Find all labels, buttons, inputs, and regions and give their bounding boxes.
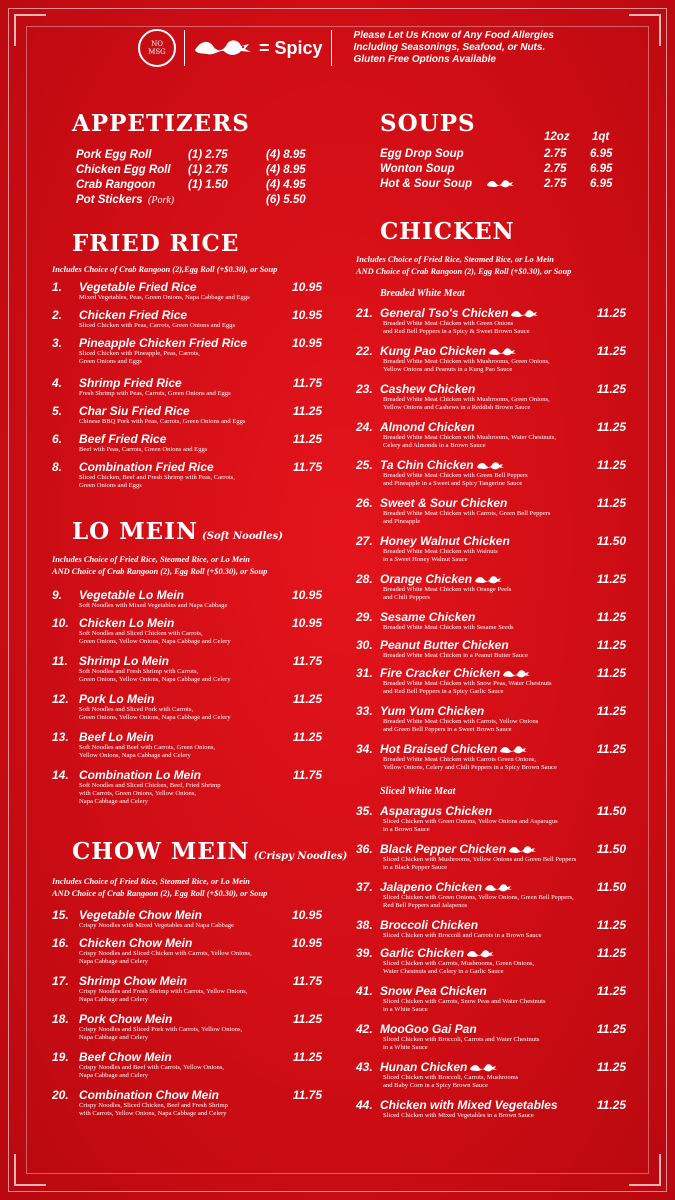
menu-item (52, 432, 327, 454)
item-description: Yellow Onions, Celery and Chili Peppers in a Spicy Brown Sauce (383, 764, 557, 771)
item-description: in a Black Pepper Sauce (383, 864, 448, 871)
breaded-white-meat-label: Breaded White Meat (380, 288, 465, 299)
item-description: Soft Noodles and Sliced Chicken, Beef, Fried Shrimp (79, 782, 221, 789)
item-name: 43. Hunan Chicken (356, 1060, 631, 1074)
item-number: 17. (52, 974, 69, 988)
menu-item (52, 908, 327, 930)
item-name: 8. Combination Fried Rice (52, 460, 214, 474)
item-number: 25. (356, 458, 373, 472)
item-name: 19. Beef Chow Mein (52, 1050, 172, 1064)
item-description: Sliced Chicken with Carrots, Mushrooms, Green Onions, (383, 960, 535, 967)
soup-name: Wonton Soup (380, 163, 455, 175)
dragon-spicy-icon (499, 744, 529, 756)
soup-price-12oz: 2.75 (544, 148, 567, 160)
fried-rice-title: FRIED RICE (72, 230, 240, 257)
item-number: 43. (356, 1060, 373, 1074)
item-name: 23. Cashew Chicken (356, 382, 476, 396)
corner-ornament (629, 1154, 661, 1186)
item-description: and Pineapple (383, 518, 421, 525)
item-price: 11.75 (292, 654, 322, 668)
item-price: 11.25 (596, 742, 626, 756)
item-description: Crispy Noodles, Sliced Chicken, Beef and Fresh Shrimp (79, 1102, 228, 1109)
item-description: Crispy Noodles and Beef with Carrots, Yellow Onions, (79, 1064, 225, 1071)
menu-item (52, 1012, 327, 1042)
item-name: 33. Yum Yum Chicken (356, 704, 485, 718)
item-name: 18. Pork Chow Mein (52, 1012, 173, 1026)
item-number: 33. (356, 704, 373, 718)
menu-item (356, 638, 631, 660)
item-price: 11.25 (292, 432, 322, 446)
menu-item (356, 1098, 631, 1120)
item-price: 11.50 (596, 880, 626, 894)
item-name: 15. Vegetable Chow Mein (52, 908, 202, 922)
item-description: and Chili Peppers (383, 594, 430, 601)
item-description: Napa Cabbage and Celery (79, 996, 149, 1003)
item-description: Green Onions and Eggs (79, 482, 142, 489)
item-description: with Carrots, Yellow Onions, Napa Cabbage and Celery (79, 1110, 227, 1117)
item-price: 11.75 (292, 974, 322, 988)
dragon-icon (193, 36, 255, 60)
item-price: 10.95 (291, 616, 322, 630)
item-description: Breaded White Meat Chicken with Mushrooms, Water Chestnuts, (383, 434, 557, 441)
lo-mein-includes: Includes Choice of Fried Rice, Steamed Rice, or Lo Mein AND Choice of Crab Rangoon (2), Egg Roll (+$0.30), or Soup (52, 555, 268, 576)
appetizer-note: (Pork) (148, 195, 175, 206)
item-name: 11. Shrimp Lo Mein (52, 654, 169, 668)
item-price: 11.25 (292, 404, 322, 418)
price-four: (4) 8.95 (266, 149, 306, 161)
item-description: Breaded White Meat Chicken with Walnuts (383, 548, 498, 555)
no-msg-logo: NO MSG (138, 29, 176, 67)
soup-price-1qt: 6.95 (590, 163, 613, 175)
menu-item (52, 588, 327, 610)
item-price: 11.75 (292, 376, 322, 390)
item-price: 11.25 (596, 1022, 626, 1036)
item-name: 1. Vegetable Fried Rice (52, 280, 197, 294)
appetizer-name: Chicken Egg Roll (76, 164, 171, 176)
menu-item (356, 804, 631, 834)
item-number: 37. (356, 880, 373, 894)
menu-item (52, 974, 327, 1004)
item-description: Soft Noodles and Beef with Carrots, Green Onions, (79, 744, 216, 751)
item-name: 2. Chicken Fried Rice (52, 308, 188, 322)
lo-mein-title: LO MEIN (Soft Noodles) (72, 518, 284, 545)
item-number: 39. (356, 946, 373, 960)
chicken-includes: Includes Choice of Fried Rice, Steamed Rice, or Lo Mein AND Choice of Crab Rangoon (2), Egg Roll (+$0.30), or Soup (356, 255, 572, 276)
soup-name: Egg Drop Soup (380, 148, 464, 160)
item-price: 11.50 (596, 534, 626, 548)
item-number: 35. (356, 804, 373, 818)
item-name: 37. Jalapeno Chicken (356, 880, 631, 894)
item-description: Sliced Chicken with Peas, Carrots, Green Onions and Eggs (79, 322, 236, 329)
item-number: 2. (52, 308, 63, 322)
menu-item (356, 306, 631, 336)
menu-item (356, 704, 631, 734)
item-number: 11. (52, 654, 68, 668)
menu-item (52, 404, 327, 426)
item-description: Breaded White Meat Chicken with Carrots Green Onions, (383, 756, 536, 763)
item-number: 44. (356, 1098, 373, 1112)
item-description: Beef with Peas, Carrots, Green Onions and Eggs (79, 446, 208, 453)
item-description: in a White Sauce (383, 1044, 428, 1051)
item-description: Breaded White Meat Chicken with Sesame Seeds (383, 624, 514, 631)
allergy-notice: Please Let Us Know of Any Food Allergies Including Seasonings, Seafood, or Nuts. Gluten Free Options Available (353, 30, 554, 65)
divider (331, 30, 332, 66)
item-price: 11.25 (596, 1098, 626, 1112)
item-price: 11.25 (596, 306, 626, 320)
item-description: Water Chestnuts and Celery in a Garlic Sauce (383, 968, 504, 975)
item-price: 10.95 (291, 280, 322, 294)
item-name: 41. Snow Pea Chicken (356, 984, 487, 998)
menu-item (356, 344, 631, 374)
item-name: 10. Chicken Lo Mein (52, 616, 175, 630)
appetizer-name: Pot Stickers (76, 194, 143, 206)
item-description: Mixed Vegetables, Peas, Green Onions, Napa Cabbage and Eggs (79, 294, 250, 301)
price-single: (1) 2.75 (188, 149, 228, 161)
item-description: Green Onions, Yellow Onions, Napa Cabbage and Celery (79, 676, 231, 683)
item-number: 36. (356, 842, 373, 856)
item-number: 38. (356, 918, 373, 932)
item-number: 42. (356, 1022, 373, 1036)
item-number: 10. (52, 616, 69, 630)
item-name: 30. Peanut Butter Chicken (356, 638, 509, 652)
item-name: 4. Shrimp Fried Rice (52, 376, 182, 390)
dragon-spicy-icon (474, 574, 504, 586)
header (138, 28, 554, 68)
menu-item (356, 496, 631, 526)
menu-item (52, 308, 327, 330)
appetizers-title: APPETIZERS (72, 110, 250, 137)
dragon-spicy-icon (502, 668, 532, 680)
menu-item (356, 382, 631, 412)
item-description: Breaded White Meat Chicken in a Peanut Butter Sauce (383, 652, 528, 659)
menu-item (356, 534, 631, 564)
item-number: 4. (52, 376, 63, 390)
item-description: Breaded White Meat Chicken with Green Bell Peppers (383, 472, 528, 479)
item-price: 11.75 (292, 1088, 322, 1102)
dragon-spicy-icon (510, 308, 540, 320)
menu-item (52, 730, 327, 760)
item-description: Soft Noodles and Fresh Shrimp with Carrots, (79, 668, 199, 675)
item-description: Green Onions, Yellow Onions, Napa Cabbage and Celery (79, 714, 231, 721)
dragon-spicy-icon (486, 178, 516, 190)
chow-mein-includes: Includes Choice of Fried Rice, Steamed Rice, or Lo Mein AND Choice of Crab Rangoon (2), Egg Roll (+$0.30), or Soup (52, 877, 268, 898)
soups-title: SOUPS (380, 110, 476, 137)
item-description: Chinese BBQ Pork with Peas, Carrots, Green Onions and Eggs (79, 418, 246, 425)
soup-price-1qt: 6.95 (590, 178, 613, 190)
item-description: Breaded White Meat Chicken with Green Onions (383, 320, 514, 327)
item-price: 11.75 (292, 768, 322, 782)
item-name: 38. Broccoli Chicken (356, 918, 479, 932)
menu-item (52, 336, 327, 366)
item-number: 26. (356, 496, 373, 510)
dragon-spicy-icon (466, 948, 496, 960)
menu-item (356, 1060, 631, 1090)
appetizer-name: Crab Rangoon (76, 179, 156, 191)
menu-item (52, 936, 327, 966)
item-description: Yellow Onions and Peanuts in a Kung Pao Sauce (383, 366, 513, 373)
item-description: Sliced Chicken with Carrots, Snow Peas and Water Chestnuts (383, 998, 546, 1005)
item-name: 21. General Tso's Chicken (356, 306, 631, 320)
item-price: 11.25 (596, 918, 626, 932)
item-number: 15. (52, 908, 69, 922)
item-description: Breaded White Meat Chicken with Mushrooms, Green Onions, (383, 396, 550, 403)
item-price: 11.25 (596, 610, 626, 624)
item-description: and Red Bell Peppers in a Spicy & Sweet Brown Sauce (383, 328, 530, 335)
menu-item (52, 654, 327, 684)
menu-item (356, 572, 631, 602)
soup-price-12oz: 2.75 (544, 163, 567, 175)
item-number: 3. (52, 336, 63, 350)
item-number: 6. (52, 432, 63, 446)
menu-item (356, 880, 631, 910)
menu-item (52, 768, 327, 806)
menu-item (52, 280, 327, 302)
corner-ornament (14, 1154, 46, 1186)
item-number: 1. (52, 280, 63, 294)
item-name: 22. Kung Pao Chicken (356, 344, 631, 358)
item-description: Napa Cabbage and Celery (79, 798, 149, 805)
item-number: 19. (52, 1050, 69, 1064)
item-description: with Carrots, Green Onions, Yellow Onions, (79, 790, 197, 797)
item-number: 24. (356, 420, 373, 434)
menu-item (356, 1022, 631, 1052)
item-description: Crispy Noodles and Sliced Chicken with Carrots, Yellow Onions, (79, 950, 252, 957)
item-description: in a Brown Sauce (383, 826, 430, 833)
item-price: 11.25 (596, 704, 626, 718)
item-description: Sliced Chicken with Broccoli, Carrots, Mushrooms (383, 1074, 519, 1081)
item-price: 11.25 (292, 692, 322, 706)
item-number: 13. (52, 730, 69, 744)
item-name: 12. Pork Lo Mein (52, 692, 155, 706)
item-price: 10.95 (291, 308, 322, 322)
dragon-spicy-icon (488, 346, 518, 358)
item-description: Soft Noodles and Sliced Chicken with Carrots, (79, 630, 203, 637)
item-name: 27. Honey Walnut Chicken (356, 534, 510, 548)
price-four: (4) 4.95 (266, 179, 306, 191)
item-price: 11.25 (292, 730, 322, 744)
menu-item (356, 420, 631, 450)
dragon-spicy-icon (484, 882, 514, 894)
item-price: 11.50 (596, 804, 626, 818)
item-number: 20. (52, 1088, 69, 1102)
item-description: Napa Cabbage and Celery (79, 1072, 149, 1079)
item-number: 16. (52, 936, 69, 950)
item-price: 11.50 (596, 842, 626, 856)
item-number: 23. (356, 382, 373, 396)
dragon-spicy-icon (508, 844, 538, 856)
item-price: 11.25 (596, 382, 626, 396)
item-description: and Green Bell Peppers in a Sweet Brown Sauce (383, 726, 512, 733)
item-description: Sliced Chicken with Pineapple, Peas, Carrots, (79, 350, 200, 357)
item-price: 11.25 (596, 344, 626, 358)
item-number: 22. (356, 344, 373, 358)
menu-item (356, 742, 631, 772)
item-price: 11.25 (596, 420, 626, 434)
item-description: Yellow Onions, Napa Cabbage and Celery (79, 752, 191, 759)
item-number: 28. (356, 572, 373, 586)
item-name: 20. Combination Chow Mein (52, 1088, 219, 1102)
item-description: Fresh Shrimp with Peas, Carrots, Green Onions and Eggs (79, 390, 231, 397)
price-four: (6) 5.50 (266, 194, 306, 206)
menu-item (52, 692, 327, 722)
item-name: 26. Sweet & Sour Chicken (356, 496, 508, 510)
item-number: 27. (356, 534, 373, 548)
item-description: Breaded White Meat Chicken with Carrots, Green Bell Peppers (383, 510, 551, 517)
item-number: 29. (356, 610, 373, 624)
item-description: Crispy Noodles with Mixed Vegetables and Napa Cabbage (79, 922, 234, 929)
item-description: Soft Noodles and Sliced Pork with Carrots, (79, 706, 194, 713)
spicy-legend (193, 36, 323, 60)
item-name: 25. Ta Chin Chicken (356, 458, 631, 472)
item-name: 31. Fire Cracker Chicken (356, 666, 631, 680)
item-number: 31. (356, 666, 373, 680)
item-description: Sliced Chicken, Beef and Fresh Shrimp with Peas, Carrots, (79, 474, 235, 481)
item-description: and Baby Corn in a Spicy Brown Sauce (383, 1082, 488, 1089)
item-name: 34. Hot Braised Chicken (356, 742, 631, 756)
item-description: Sliced Chicken with Broccoli and Carrots in a Brown Sauce (383, 932, 542, 939)
soup-price-1qt: 6.95 (590, 148, 613, 160)
item-name: 14. Combination Lo Mein (52, 768, 201, 782)
menu-item (356, 842, 631, 872)
item-price: 11.25 (596, 984, 626, 998)
menu-item (356, 666, 631, 696)
spicy-label: = Spicy (259, 37, 323, 58)
item-price: 11.25 (596, 496, 626, 510)
corner-ornament (14, 14, 46, 46)
item-price: 11.25 (596, 458, 626, 472)
price-four: (4) 8.95 (266, 164, 306, 176)
item-price: 11.25 (596, 666, 626, 680)
item-description: Green Onions, Yellow Onions, Napa Cabbage and Celery (79, 638, 231, 645)
item-price: 11.25 (596, 572, 626, 586)
item-description: Napa Cabbage and Celery (79, 958, 149, 965)
soup-price-12oz: 2.75 (544, 178, 567, 190)
item-name: 3. Pineapple Chicken Fried Rice (52, 336, 248, 350)
item-price: 11.75 (292, 460, 322, 474)
item-price: 10.95 (291, 936, 322, 950)
item-price: 10.95 (291, 588, 322, 602)
item-name: 44. Chicken with Mixed Vegetables (356, 1098, 558, 1112)
item-price: 11.25 (596, 1060, 626, 1074)
item-price: 11.25 (292, 1012, 322, 1026)
item-description: Sliced Chicken with Green Onions, Yellow Onions, Green Bell Peppers, (383, 894, 574, 901)
item-description: Crispy Noodles and Sliced Pork with Carrots, Yellow Onions, (79, 1026, 243, 1033)
dragon-spicy-icon (469, 1062, 499, 1074)
item-number: 9. (52, 588, 63, 602)
item-name: 36. Black Pepper Chicken (356, 842, 631, 856)
item-name: 16. Chicken Chow Mein (52, 936, 193, 950)
item-price: 11.25 (596, 946, 626, 960)
item-price: 10.95 (291, 908, 322, 922)
item-description: Breaded White Meat Chicken with Carrots, Yellow Onions (383, 718, 539, 725)
item-description: Soft Noodles with Mixed Vegetables and Napa Cabbage (79, 602, 228, 609)
item-number: 30. (356, 638, 373, 652)
fried-rice-includes: Includes Choice of Crab Rangoon (2),Egg Roll (+$0.30), or Soup (52, 265, 278, 274)
menu-item (52, 460, 327, 490)
menu-item (52, 1088, 327, 1118)
divider (184, 30, 185, 66)
item-price: 11.25 (596, 638, 626, 652)
item-description: Celery and Almonds in a Brown Sauce (383, 442, 486, 449)
item-number: 5. (52, 404, 63, 418)
item-description: in a Sweet Honey Walnut Sauce (383, 556, 468, 563)
item-name: 24. Almond Chicken (356, 420, 475, 434)
chow-mein-title: CHOW MEIN (Crispy Noodles) (72, 838, 348, 865)
item-price: 11.25 (292, 1050, 322, 1064)
item-name: 17. Shrimp Chow Mein (52, 974, 187, 988)
item-description: Breaded White Meat Chicken with Snow Peas, Water Chestnuts (383, 680, 552, 687)
item-name: 28. Orange Chicken (356, 572, 631, 586)
item-name: 5. Char Siu Fried Rice (52, 404, 190, 418)
item-name: 9. Vegetable Lo Mein (52, 588, 184, 602)
item-number: 41. (356, 984, 373, 998)
menu-item (356, 984, 631, 1014)
price-single: (1) 1.50 (188, 179, 228, 191)
item-name: 35. Asparagus Chicken (356, 804, 493, 818)
dragon-spicy-icon (476, 460, 506, 472)
item-description: Red Bell Peppers and Jalapenos (383, 902, 468, 909)
item-name: 42. MooGoo Gai Pan (356, 1022, 477, 1036)
item-number: 34. (356, 742, 373, 756)
item-name: 29. Sesame Chicken (356, 610, 476, 624)
item-description: Sliced Chicken with Mushrooms, Yellow Onions and Green Bell Peppers (383, 856, 577, 863)
item-description: Sliced Chicken with Green Onions, Yellow Onions and Asparagus (383, 818, 558, 825)
soup-name: Hot & Sour Soup (380, 178, 472, 190)
chicken-title: CHICKEN (380, 218, 515, 245)
price-single: (1) 2.75 (188, 164, 228, 176)
item-description: Crispy Noodles and Fresh Shrimp with Carrots, Yellow Onions, (79, 988, 248, 995)
corner-ornament (629, 14, 661, 46)
sliced-white-meat-label: Sliced White Meat (380, 786, 456, 797)
item-description: and Red Bell Peppers in a Spicy Garlic Sauce (383, 688, 504, 695)
item-description: Yellow Onions and Cashews in a Reddish Brown Sauce (383, 404, 531, 411)
item-description: Breaded White Meat Chicken with Mushrooms, Green Onions, (383, 358, 550, 365)
item-number: 8. (52, 460, 63, 474)
item-description: Napa Cabbage and Celery (79, 1034, 149, 1041)
item-number: 18. (52, 1012, 69, 1026)
item-number: 14. (52, 768, 69, 782)
menu-item (356, 918, 631, 940)
menu-item (356, 458, 631, 488)
menu-item (356, 610, 631, 632)
menu-item (356, 946, 631, 976)
item-description: Sliced Chicken with Broccoli, Carrots and Water Chestnuts (383, 1036, 540, 1043)
item-description: Green Onions and Eggs (79, 358, 142, 365)
item-name: 13. Beef Lo Mein (52, 730, 154, 744)
menu-item (52, 376, 327, 398)
item-name: 39. Garlic Chicken (356, 946, 631, 960)
item-description: and Pineapple in a Sweet and Spicy Tangerine Sauce (383, 480, 523, 487)
item-price: 10.95 (291, 336, 322, 350)
item-number: 12. (52, 692, 69, 706)
appetizer-name: Pork Egg Roll (76, 149, 152, 161)
menu-item (52, 616, 327, 646)
item-name: 6. Beef Fried Rice (52, 432, 167, 446)
item-description: in a White Sauce (383, 1006, 428, 1013)
item-description: Breaded White Meat Chicken with Orange Peels (383, 586, 512, 593)
item-number: 21. (356, 306, 373, 320)
item-description: Sliced Chicken with Mixed Vegetables in a Brown Sauce (383, 1112, 534, 1119)
menu-item (52, 1050, 327, 1080)
